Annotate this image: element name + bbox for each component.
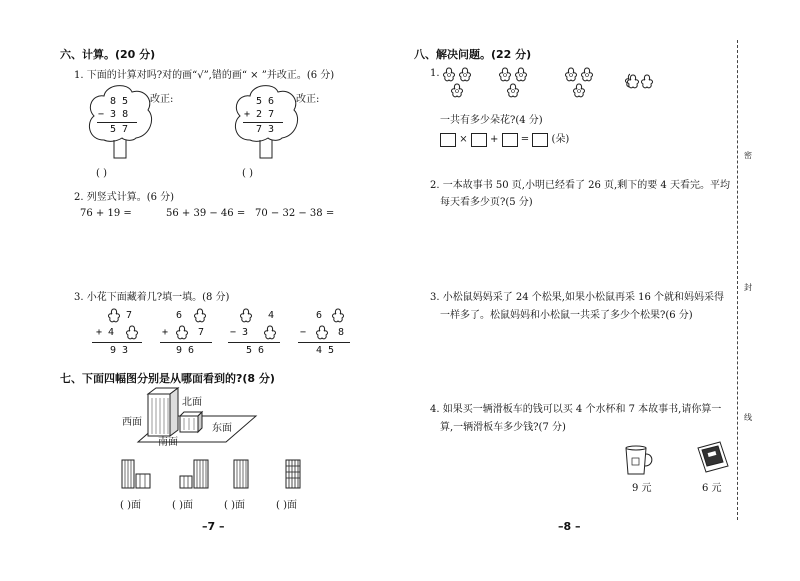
view-answer-4[interactable]: ( )面 [276,500,297,511]
binding-line [737,40,738,520]
calcA-mid: − 3 8 [98,109,129,120]
book-icon [696,440,730,474]
label-west: 西面 [122,417,142,428]
q3-line1: 3. 小松鼠妈妈采了 24 个松果,如果小松鼠再采 16 个就和妈妈采得 [430,292,725,303]
unit-label: (朵) [551,134,570,145]
q3-3-r1: 4 [268,310,275,321]
q3-4-r2: − [300,327,307,338]
flower-icon [124,325,140,341]
flower-icon [192,308,208,324]
answer-box[interactable] [532,133,548,147]
q2-item-2: 56 + 39 − 46 = [166,208,246,219]
flower-pair-illustration [626,74,654,92]
q1-equation [440,130,569,147]
flower-icon [330,308,346,324]
view-answer-2[interactable]: ( )面 [172,500,193,511]
price-book: 6 元 [702,483,722,494]
label-north: 北面 [182,397,202,408]
section6-title: 六、计算。(20 分) [60,48,156,61]
answer-box[interactable] [502,133,518,147]
view-figure-1 [120,458,160,490]
calcA-top: 8 5 [110,96,129,107]
label-south: 南面 [158,437,178,448]
calcA-answer[interactable]: ( ) [96,168,107,179]
q3-1-r1: 7 [126,310,133,321]
flower-icon [262,325,278,341]
view-figure-2 [178,458,218,490]
q3-2-r2: + [162,327,169,338]
view-figure-3 [232,458,252,490]
view-figure-4 [284,458,304,490]
cup-icon [622,444,656,476]
page-number-left: –7 – [202,520,225,533]
times-sign: × [459,134,468,145]
equals-sign: = [520,134,530,145]
q3-1-r2: + 4 [96,327,115,338]
q2-item-1: 76 + 19 = [80,208,132,219]
page-number-right: –8 – [558,520,581,533]
calcB-answer[interactable]: ( ) [242,168,253,179]
section7-title: 七、下面四幅图分别是从哪面看到的?(8 分) [60,372,275,385]
q3-1-sum: 9 3 [110,345,129,356]
q3-3-sum: 5 6 [246,345,265,356]
q2-line1: 2. 一本故事书 50 页,小明已经看了 26 页,剩下的要 4 天看完。平均 [430,180,730,191]
calcB-fix-label: 改正: [296,94,320,105]
calcB-top: 5 6 [256,96,275,107]
calcB-mid: + 2 7 [244,109,275,120]
q3-4-sum: 4 5 [316,345,335,356]
calcB-bot: 7 3 [256,124,275,135]
plus-sign: + [489,134,499,145]
tree-icon [230,82,302,160]
q3-2-r1: 6 [176,310,183,321]
q3-2-r2b: 7 [198,327,205,338]
q2-item-3: 70 − 32 − 38 = [255,208,335,219]
price-cup: 9 元 [632,483,652,494]
answer-box[interactable] [440,133,456,147]
q4-line1: 4. 如果买一辆滑板车的钱可以买 4 个水杯和 7 本故事书,请你算一 [430,404,722,415]
label-east: 东面 [212,423,232,434]
q3-4-r1: 6 [316,310,323,321]
margin-mark-feng: 封 [744,283,752,292]
flower-icon [314,325,330,341]
q1-question: 一共有多少朵花?(4 分) [440,115,543,126]
flower-icon [238,308,254,324]
view-answer-1[interactable]: ( )面 [120,500,141,511]
q3-instruction: 3. 小花下面藏着几?填一填。(8 分) [74,292,230,303]
calcA-bot: 5 7 [110,124,129,135]
q2-instruction: 2. 列竖式计算。(6 分) [74,192,175,203]
flower-icon [106,308,122,324]
q4-line2: 算,一辆滑板车多少钱?(7 分) [440,422,566,433]
q1-instruction: 1. 下面的计算对吗?对的画“√”,错的画“ × ”并改正。(6 分) [74,70,335,81]
flower-icon [174,325,190,341]
tree-icon [84,82,156,160]
q3-2-sum: 9 6 [176,345,195,356]
view-answer-3[interactable]: ( )面 [224,500,245,511]
q3-3-r2: − 3 [230,327,249,338]
q2-line2: 每天看多少页?(5 分) [440,197,533,208]
q1-label: 1. [430,68,440,79]
flower-groups-illustration [440,66,630,102]
calcA-fix-label: 改正: [150,94,174,105]
q3-4-r2b: 8 [338,327,345,338]
margin-mark-mi: 密 [744,151,752,160]
answer-box[interactable] [471,133,487,147]
margin-mark-xian: 线 [744,413,752,422]
section8-title: 八、解决问题。(22 分) [414,48,532,61]
q3-line2: 一样多了。松鼠妈妈和小松鼠一共采了多少个松果?(6 分) [440,310,693,321]
